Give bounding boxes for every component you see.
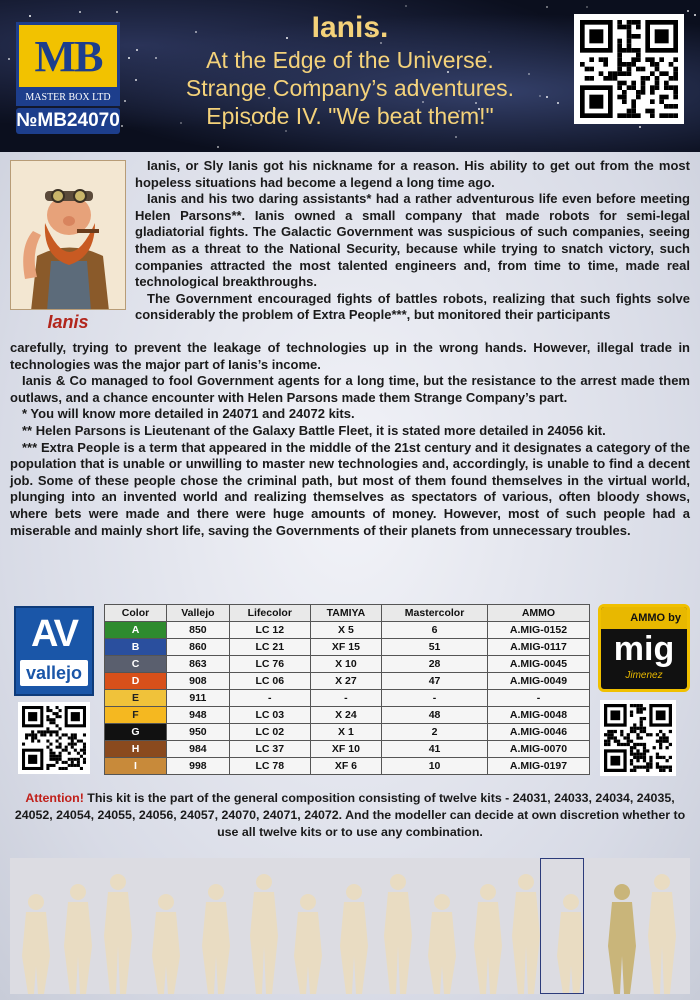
column-header: Lifecolor xyxy=(229,605,310,622)
tamiya-cell: X 27 xyxy=(310,673,381,690)
header-banner xyxy=(0,0,700,152)
ammo-cell: A.MIG-0048 xyxy=(487,707,589,724)
attention-text: This kit is the part of the general composition consisting of twelve kits - 24031, 24033, 24034, 24035, 24052, 24054, 24055, 24056, 24057, 24070, 24071, 24072. And the modeller can decide at own discretion whether to use all twelve kits or to use any combination. xyxy=(14,791,686,839)
tamiya-cell: XF 6 xyxy=(310,758,381,775)
highlighted-figure-frame xyxy=(540,858,584,994)
vallejo-cell: 863 xyxy=(167,656,230,673)
lifecolor-cell: LC 76 xyxy=(229,656,310,673)
color-swatch-cell: E xyxy=(105,690,167,707)
mastercolor-cell: - xyxy=(382,690,488,707)
story-paragraph-4: Ianis & Co managed to fool Government agents for a long time, but the resistance to the arrest made them outlaws, and a chance encounter with Helen Parsons made them Strange Company’s part. xyxy=(10,373,690,405)
color-swatch-cell: B xyxy=(105,639,167,656)
mastercolor-cell: 28 xyxy=(382,656,488,673)
master-box-logo xyxy=(16,22,120,134)
vallejo-logo xyxy=(14,606,94,696)
lifecolor-cell: LC 03 xyxy=(229,707,310,724)
subtitle-line-3: Episode IV. "We beat them!" xyxy=(206,103,494,129)
vallejo-word: vallejo xyxy=(20,660,88,686)
lifecolor-cell: LC 37 xyxy=(229,741,310,758)
vallejo-cell: 908 xyxy=(167,673,230,690)
lifecolor-cell: LC 21 xyxy=(229,639,310,656)
paint-color-table xyxy=(104,604,590,775)
page-title: Ianis. xyxy=(311,11,389,44)
mastercolor-cell: 41 xyxy=(382,741,488,758)
table-row xyxy=(105,707,590,724)
table-row xyxy=(105,724,590,741)
mastercolor-cell: 48 xyxy=(382,707,488,724)
attention-note xyxy=(14,790,686,841)
color-swatch-cell: F xyxy=(105,707,167,724)
vallejo-cell: 850 xyxy=(167,622,230,639)
ammo-cell: A.MIG-0046 xyxy=(487,724,589,741)
ammo-cell: - xyxy=(487,690,589,707)
kit-figures-lineup xyxy=(10,858,690,994)
color-swatch-cell: H xyxy=(105,741,167,758)
vallejo-cell: 984 xyxy=(167,741,230,758)
qr-code-icon[interactable] xyxy=(18,702,90,774)
tamiya-cell: XF 10 xyxy=(310,741,381,758)
brand-initials: MB xyxy=(16,22,120,90)
story-paragraph-1: Ianis, or Sly Ianis got his nickname for a reason. His ability to get out from the most hopeless situations had become a legend a long time ago. xyxy=(135,158,690,190)
footnote-2: ** Helen Parsons is Lieutenant of the Galaxy Battle Fleet, it is stated more detailed in 24056 kit. xyxy=(22,422,606,438)
table-header-row xyxy=(105,605,590,622)
mastercolor-cell: 2 xyxy=(382,724,488,741)
subtitle-line-1: At the Edge of the Universe. xyxy=(206,47,494,73)
tamiya-cell: XF 15 xyxy=(310,639,381,656)
mig-sub: Jimenez xyxy=(625,670,663,681)
vallejo-letters: AV xyxy=(31,613,77,655)
mastercolor-cell: 51 xyxy=(382,639,488,656)
color-swatch-cell: A xyxy=(105,622,167,639)
subtitle-line-2: Strange Company’s adventures. xyxy=(185,75,515,101)
vallejo-cell: 860 xyxy=(167,639,230,656)
ammo-mig-logo xyxy=(598,604,690,692)
story-intro xyxy=(135,158,690,324)
lifecolor-cell: LC 02 xyxy=(229,724,310,741)
ammo-cell: A.MIG-0197 xyxy=(487,758,589,775)
tamiya-cell: X 5 xyxy=(310,622,381,639)
color-swatch-cell: G xyxy=(105,724,167,741)
vallejo-cell: 998 xyxy=(167,758,230,775)
table-row xyxy=(105,622,590,639)
mig-word: mig xyxy=(613,630,675,668)
color-swatch-cell: D xyxy=(105,673,167,690)
character-portrait xyxy=(10,160,126,310)
column-header: Color xyxy=(105,605,167,622)
story-paragraph-3-start: The Government encouraged fights of battles robots, realizing that such fights solve considerably the problem of Extra People***, but monitored their participants xyxy=(135,290,690,323)
mastercolor-cell: 47 xyxy=(382,673,488,690)
title-block xyxy=(135,10,565,130)
table-row xyxy=(105,741,590,758)
ammo-cell: A.MIG-0152 xyxy=(487,622,589,639)
story-paragraph-3-end: carefully, trying to prevent the leakage of technologies up in the wrong hands. However, illegal trade in technologies was the major part of Ianis’s income. xyxy=(10,340,690,372)
qr-code-icon[interactable] xyxy=(600,700,676,776)
attention-label: Attention! xyxy=(25,791,84,805)
table-row xyxy=(105,656,590,673)
mastercolor-cell: 10 xyxy=(382,758,488,775)
tamiya-cell: X 10 xyxy=(310,656,381,673)
column-header: TAMIYA xyxy=(310,605,381,622)
vallejo-cell: 950 xyxy=(167,724,230,741)
ammo-cell: A.MIG-0049 xyxy=(487,673,589,690)
table-row xyxy=(105,673,590,690)
story-paragraph-2: Ianis and his two daring assistants* had a rather adventurous life even before meeting Helen Parsons**. Ianis owned a small company that made robots for semi-legal gladiatorial fights. The Galactic Government was suspicious of such companies, seeing them as a threat to the National Security, because while trying to snatch victory, such companies attracted the most talented engineers and, from time to time, made real technological breakthroughs. xyxy=(135,191,690,290)
table-row xyxy=(105,758,590,775)
lifecolor-cell: LC 06 xyxy=(229,673,310,690)
tamiya-cell: X 24 xyxy=(310,707,381,724)
table-row xyxy=(105,639,590,656)
lifecolor-cell: - xyxy=(229,690,310,707)
portrait-label: Ianis xyxy=(47,312,89,332)
column-header: AMMO xyxy=(487,605,589,622)
color-swatch-cell: I xyxy=(105,758,167,775)
column-header: Mastercolor xyxy=(382,605,488,622)
product-code: №MB24070 xyxy=(16,108,120,134)
table-row xyxy=(105,690,590,707)
lifecolor-cell: LC 78 xyxy=(229,758,310,775)
ammo-cell: A.MIG-0117 xyxy=(487,639,589,656)
ammo-cell: A.MIG-0045 xyxy=(487,656,589,673)
brand-name: MASTER BOX LTD xyxy=(16,90,120,106)
mastercolor-cell: 6 xyxy=(382,622,488,639)
ammo-cell: A.MIG-0070 xyxy=(487,741,589,758)
qr-code-icon[interactable] xyxy=(574,14,684,124)
tamiya-cell: X 1 xyxy=(310,724,381,741)
lifecolor-cell: LC 12 xyxy=(229,622,310,639)
footnote-1: * You will know more detailed in 24071 and 24072 kits. xyxy=(22,406,355,422)
story-body xyxy=(10,340,690,539)
column-header: Vallejo xyxy=(167,605,230,622)
vallejo-cell: 948 xyxy=(167,707,230,724)
tamiya-cell: - xyxy=(310,690,381,707)
color-swatch-cell: C xyxy=(105,656,167,673)
vallejo-cell: 911 xyxy=(167,690,230,707)
footnote-3: *** Extra People is a term that appeared in the middle of the 21st century and it designates a category of the population that is unable or unwilling to master new technologies and, accordingly, is unable to find a decent job. Some of these people chose the criminal path, but most of them found themselves in the virtual world, plunging into an invented world and realizing themselves as spectators of various, often bloody shows, where bets were made and there were huge amounts of money. However, most of such people had a miserable and mainly short life, saving the Governments of their planets from unnecessary troubles. xyxy=(10,439,690,538)
mig-top-text: AMMO by xyxy=(601,607,687,629)
